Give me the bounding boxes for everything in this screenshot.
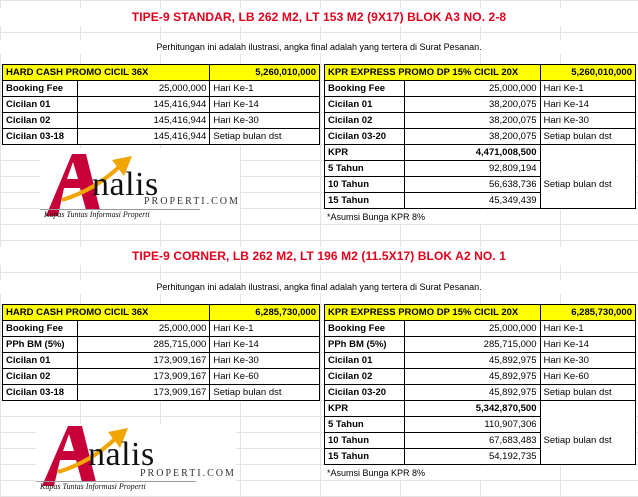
row-amount[interactable]: 145,416,944 [77, 97, 209, 113]
row-schedule[interactable]: Hari Ke-30 [540, 353, 635, 369]
table-row [3, 337, 320, 353]
tenor-amount[interactable]: 45,349,439 [404, 193, 540, 209]
row-label[interactable]: Cicilan 03-18 [3, 385, 78, 401]
table-row [325, 113, 636, 129]
row-label[interactable]: Cicilan 01 [3, 353, 78, 369]
row-label[interactable]: Cicilan 03-20 [325, 385, 405, 401]
kpr-amount[interactable]: 5,342,870,500 [404, 401, 540, 417]
logo-sub: PROPERTI.COM [140, 468, 236, 479]
section-1-kpr-table [324, 64, 636, 209]
section-1-note: Perhitungan ini adalah ilustrasi, angka final adalah yang tertera di Surat Pesanan. [0, 40, 638, 54]
tenor-label[interactable]: 10 Tahun [325, 433, 405, 449]
kpr-label[interactable]: KPR [325, 401, 405, 417]
table-header-row [325, 305, 636, 321]
row-amount[interactable]: 38,200,075 [404, 113, 540, 129]
table-row [325, 385, 636, 401]
tenor-note[interactable]: Setiap bulan dst [540, 177, 635, 193]
tenor-label[interactable]: 10 Tahun [325, 177, 405, 193]
row-label[interactable]: PPh BM (5%) [3, 337, 78, 353]
tenor-note[interactable]: Setiap bulan dst [540, 433, 635, 449]
tenor-row [325, 449, 636, 465]
row-amount[interactable]: 25,000,000 [404, 321, 540, 337]
kpr-header[interactable]: KPR EXPRESS PROMO DP 15% CICIL 20X [325, 65, 541, 81]
kpr-total-row [325, 145, 636, 161]
row-schedule[interactable]: Hari Ke-1 [210, 81, 320, 97]
analis-logo [40, 148, 240, 220]
tenor-row [325, 193, 636, 209]
tenor-amount[interactable]: 67,683,483 [404, 433, 540, 449]
empty-cell[interactable] [540, 449, 635, 465]
analis-logo [36, 424, 236, 496]
row-amount[interactable]: 25,000,000 [77, 321, 209, 337]
row-schedule[interactable]: Hari Ke-30 [210, 113, 320, 129]
row-schedule[interactable]: Hari Ke-30 [210, 353, 320, 369]
row-schedule[interactable]: Hari Ke-60 [210, 369, 320, 385]
row-label[interactable]: Booking Fee [325, 81, 405, 97]
row-amount[interactable]: 285,715,000 [77, 337, 209, 353]
kpr-total-row [325, 401, 636, 417]
tenor-row [325, 161, 636, 177]
table-row [3, 385, 320, 401]
logo-sub: PROPERTI.COM [144, 196, 240, 207]
empty-cell[interactable] [540, 417, 635, 433]
row-amount[interactable]: 38,200,075 [404, 97, 540, 113]
row-schedule[interactable]: Hari Ke-14 [210, 97, 320, 113]
logo-tagline: Kupas Tuntas Informasi Properti [44, 210, 150, 219]
section-1-title: TIPE-9 STANDAR, LB 262 M2, LT 153 M2 (9X17) BLOK A3 NO. 2-8 [0, 8, 638, 26]
table-row [3, 321, 320, 337]
tenor-amount[interactable]: 92,809,194 [404, 161, 540, 177]
empty-cell[interactable] [540, 161, 635, 177]
table-header-row [3, 305, 320, 321]
kpr-amount[interactable]: 4,471,008,500 [404, 145, 540, 161]
tenor-label[interactable]: 5 Tahun [325, 161, 405, 177]
tenor-label[interactable]: 15 Tahun [325, 193, 405, 209]
kpr-price[interactable]: 6,285,730,000 [540, 305, 635, 321]
row-amount[interactable]: 145,416,944 [77, 113, 209, 129]
row-label[interactable]: Cicilan 02 [325, 369, 405, 385]
row-amount[interactable]: 173,909,167 [77, 369, 209, 385]
cash-price[interactable]: 6,285,730,000 [210, 305, 320, 321]
tenor-row [325, 433, 636, 449]
row-schedule[interactable]: Hari Ke-1 [540, 81, 635, 97]
tenor-row [325, 177, 636, 193]
cash-price[interactable]: 5,260,010,000 [210, 65, 320, 81]
table-row [3, 97, 320, 113]
kpr-price[interactable]: 5,260,010,000 [540, 65, 635, 81]
table-row [3, 369, 320, 385]
row-schedule[interactable]: Setiap bulan dst [540, 385, 635, 401]
logo-tagline: Kupas Tuntas Informasi Properti [40, 482, 146, 491]
row-schedule[interactable]: Setiap bulan dst [210, 129, 320, 145]
row-label[interactable]: Cicilan 01 [3, 97, 78, 113]
empty-cell[interactable] [540, 193, 635, 209]
row-amount[interactable]: 45,892,975 [404, 353, 540, 369]
table-row [325, 81, 636, 97]
table-row [3, 353, 320, 369]
row-amount[interactable]: 25,000,000 [404, 81, 540, 97]
row-amount[interactable]: 25,000,000 [77, 81, 209, 97]
logo-word: nalis [92, 166, 159, 203]
empty-cell[interactable] [540, 145, 635, 161]
table-row [325, 97, 636, 113]
row-schedule[interactable]: Hari Ke-1 [540, 321, 635, 337]
tenor-label[interactable]: 5 Tahun [325, 417, 405, 433]
row-amount[interactable]: 45,892,975 [404, 385, 540, 401]
empty-cell[interactable] [540, 401, 635, 417]
row-schedule[interactable]: Hari Ke-1 [210, 321, 320, 337]
table-header-row [325, 65, 636, 81]
table-row [325, 353, 636, 369]
section-1-asumsi: *Asumsi Bunga KPR 8% [325, 210, 485, 224]
row-amount[interactable]: 173,909,167 [77, 353, 209, 369]
row-label[interactable]: PPh BM (5%) [325, 337, 405, 353]
row-amount[interactable]: 45,892,975 [404, 369, 540, 385]
row-label[interactable]: Cicilan 03-20 [325, 129, 405, 145]
row-label[interactable]: Booking Fee [3, 321, 78, 337]
table-header-row [3, 65, 320, 81]
row-schedule[interactable]: Hari Ke-14 [540, 97, 635, 113]
row-label[interactable]: Cicilan 01 [325, 353, 405, 369]
row-schedule[interactable]: Hari Ke-60 [540, 369, 635, 385]
row-label[interactable]: Booking Fee [325, 321, 405, 337]
table-row [3, 113, 320, 129]
row-label[interactable]: Cicilan 03-18 [3, 129, 78, 145]
row-label[interactable]: Cicilan 01 [325, 97, 405, 113]
logo-word: nalis [88, 436, 155, 473]
section-2-title: TIPE-9 CORNER, LB 262 M2, LT 196 M2 (11.5X17) BLOK A2 NO. 1 [0, 247, 638, 265]
table-row [3, 129, 320, 145]
row-schedule[interactable]: Hari Ke-14 [210, 337, 320, 353]
row-amount[interactable]: 285,715,000 [404, 337, 540, 353]
table-row [325, 337, 636, 353]
section-1-cash-table [2, 64, 320, 145]
row-schedule[interactable]: Setiap bulan dst [540, 129, 635, 145]
row-label[interactable]: Cicilan 02 [3, 113, 78, 129]
cash-header[interactable]: HARD CASH PROMO CICIL 36X [3, 305, 210, 321]
row-amount[interactable]: 173,909,167 [77, 385, 209, 401]
row-schedule[interactable]: Setiap bulan dst [210, 385, 320, 401]
table-row [3, 81, 320, 97]
row-label[interactable]: Cicilan 02 [3, 369, 78, 385]
kpr-header[interactable]: KPR EXPRESS PROMO DP 15% CICIL 20X [325, 305, 541, 321]
tenor-amount[interactable]: 110,907,306 [404, 417, 540, 433]
table-row [325, 369, 636, 385]
tenor-label[interactable]: 15 Tahun [325, 449, 405, 465]
row-amount[interactable]: 38,200,075 [404, 129, 540, 145]
section-2-cash-table [2, 304, 320, 401]
row-schedule[interactable]: Hari Ke-30 [540, 113, 635, 129]
tenor-row [325, 417, 636, 433]
cash-header[interactable]: HARD CASH PROMO CICIL 36X [3, 65, 210, 81]
section-2-kpr-table [324, 304, 636, 465]
kpr-label[interactable]: KPR [325, 145, 405, 161]
table-row [325, 321, 636, 337]
row-amount[interactable]: 145,416,944 [77, 129, 209, 145]
section-2-asumsi: *Asumsi Bunga KPR 8% [325, 466, 485, 480]
row-label[interactable]: Cicilan 02 [325, 113, 405, 129]
row-label[interactable]: Booking Fee [3, 81, 78, 97]
tenor-amount[interactable]: 56,638,736 [404, 177, 540, 193]
table-row [325, 129, 636, 145]
tenor-amount[interactable]: 54,192,735 [404, 449, 540, 465]
section-2-note: Perhitungan ini adalah ilustrasi, angka final adalah yang tertera di Surat Pesanan. [0, 280, 638, 294]
row-schedule[interactable]: Hari Ke-14 [540, 337, 635, 353]
